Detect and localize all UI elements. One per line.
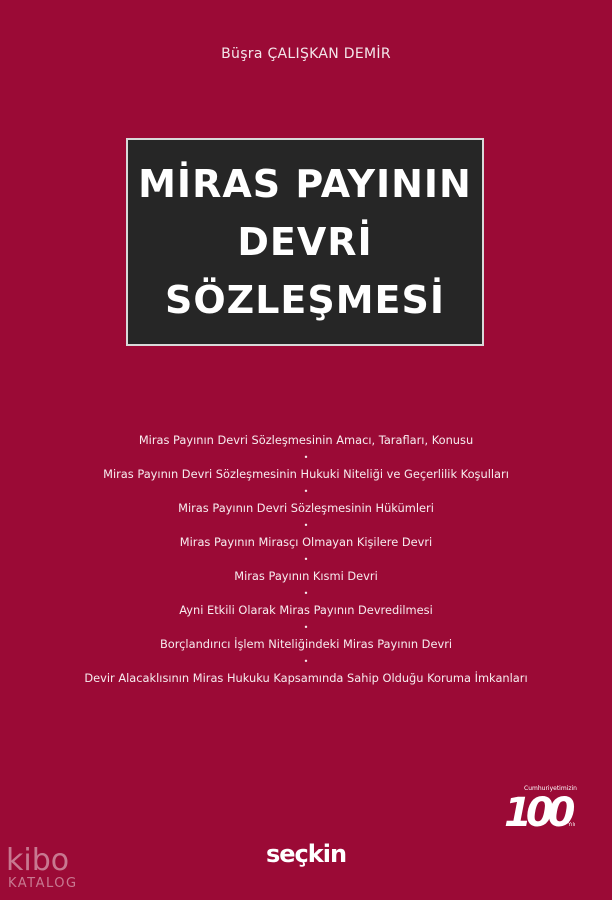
topic-item: Miras Payının Devri Sözleşmesinin Hukuki Niteliği ve Geçerlilik Koşulları: [103, 467, 509, 481]
svg-text:kibo: kibo: [6, 843, 70, 876]
publisher-logo: seçkin: [265, 840, 347, 868]
kibo-katalog-watermark: [6, 842, 86, 898]
topic-separator: •: [303, 453, 309, 462]
anniversary-100-logo: [502, 782, 582, 832]
topic-separator: •: [303, 555, 309, 564]
anniversary-suffix: Yılı: [568, 822, 576, 828]
topic-item: Miras Payının Devri Sözleşmesinin Hükümleri: [178, 501, 434, 515]
title-line-1: MİRAS PAYININ: [138, 162, 472, 206]
topic-item: Ayni Etkili Olarak Miras Payının Devredilmesi: [179, 603, 433, 617]
topic-item: Miras Payının Kısmi Devri: [234, 569, 378, 583]
topic-separator: •: [303, 589, 309, 598]
title-line-3: SÖZLEŞMESİ: [164, 278, 446, 322]
topic-list: [30, 434, 582, 685]
topic-item: Miras Payının Mirasçı Olmayan Kişilere Devri: [179, 535, 433, 549]
author-name: Büşra ÇALIŞKAN DEMİR: [221, 46, 391, 62]
title-box: [126, 138, 484, 346]
kibo-watermark-logo: [6, 842, 86, 876]
topic-separator: •: [303, 521, 309, 530]
anniversary-number: 100: [504, 790, 570, 832]
title-line-2: DEVRİ: [237, 220, 373, 264]
topic-item: Devir Alacaklısının Miras Hukuku Kapsamında Sahip Olduğu Koruma İmkanları: [84, 671, 528, 685]
topic-item: Miras Payının Devri Sözleşmesinin Amacı, Tarafları, Konusu: [138, 433, 474, 447]
topic-separator: •: [303, 487, 309, 496]
topic-item: Borçlandırıcı İşlem Niteliğindeki Miras Payının Devri: [159, 637, 453, 651]
anniversary-top-text: Cumhuriyetimizin: [524, 785, 577, 792]
watermark-subtext: KATALOG: [8, 876, 78, 891]
topic-separator: •: [303, 623, 309, 632]
topic-separator: •: [303, 657, 309, 666]
